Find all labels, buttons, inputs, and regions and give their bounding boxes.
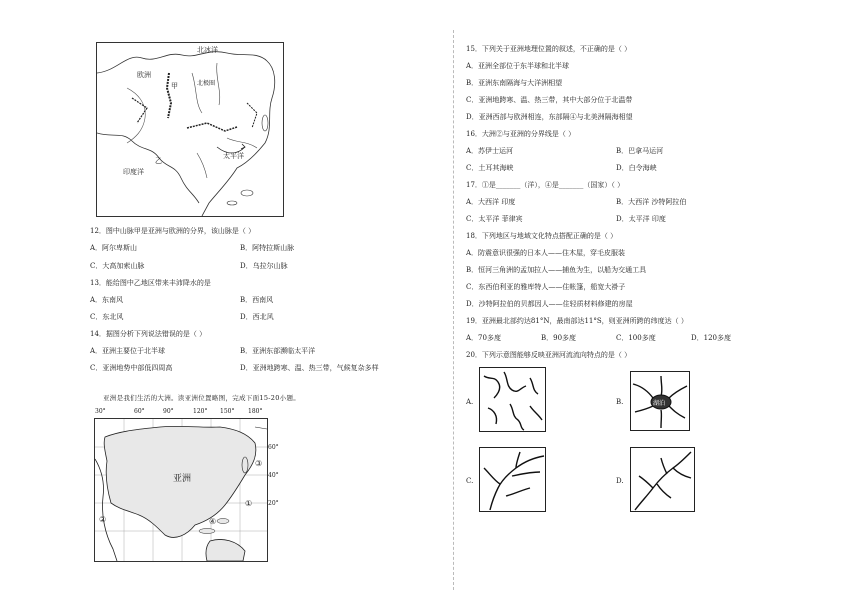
asia-physical-map <box>96 42 284 217</box>
q17-option-b: B．大西洋 沙特阿拉伯 <box>616 198 687 206</box>
q14-option-b: B．亚洲东部濒临太平洋 <box>240 347 316 355</box>
label-circle-2: ② <box>99 515 107 524</box>
river-diagram-a-drawing <box>480 368 545 431</box>
label-asia: 亚洲 <box>173 474 192 484</box>
question-19-stem: 19．亚洲最北部约达81°N，最南部达11°S，则亚洲所跨的纬度达（ ） <box>466 317 688 325</box>
q12-option-d: D．乌拉尔山脉 <box>240 262 288 270</box>
q16-option-c: C．土耳其海峡 <box>466 164 514 172</box>
label-north-circle: 北极圈 <box>197 80 216 87</box>
right-tick-20: 20° <box>268 500 279 507</box>
q19-option-a: A．70多度 <box>466 334 501 342</box>
top-tick-30: 30° <box>95 408 106 415</box>
q13-option-c: C．东北风 <box>90 313 124 321</box>
q15-option-c: C．亚洲地跨寒、温、热三带，其中大部分位于北温带 <box>466 96 633 104</box>
label-indian: 印度洋 <box>123 168 144 176</box>
q20-option-c-label: C. <box>466 477 474 485</box>
q17-option-d: D．太平洋 印度 <box>616 215 666 223</box>
lake-label: 湖泊 <box>653 400 666 407</box>
asia-physical-map-drawing <box>97 43 283 216</box>
right-tick-40: 40° <box>268 472 279 479</box>
river-diagram-c-drawing <box>480 448 545 511</box>
q19-option-b: B．90多度 <box>541 334 577 342</box>
question-18-stem: 18．下列地区与地域文化特点搭配正确的是（ ） <box>466 232 618 240</box>
q18-option-d: D．沙特阿拉伯的贝都因人——住轻质材料修建的房屋 <box>466 300 633 308</box>
label-pacific: 太平洋 <box>223 152 244 160</box>
label-circle-1: ① <box>245 499 253 508</box>
asia-location-map-drawing <box>95 419 267 561</box>
q12-option-a: A．阿尔卑斯山 <box>90 244 138 252</box>
right-tick-60: 60° <box>268 444 279 451</box>
question-17-stem: 17．①是_______（洋），④是_______（国家）（ ） <box>466 181 625 189</box>
q16-option-b: B．巴拿马运河 <box>616 147 664 155</box>
top-tick-60: 60° <box>134 408 145 415</box>
river-diagram-d-drawing <box>631 448 694 511</box>
asia-location-map <box>90 408 284 562</box>
label-jia: 甲 <box>171 82 178 90</box>
q15-option-a: A．亚洲全部位于东半球和北半球 <box>466 62 570 70</box>
river-diagram-b <box>630 371 690 431</box>
q13-option-b: B．西南风 <box>240 296 274 304</box>
label-circle-3: ③ <box>255 459 263 468</box>
q17-option-c: C．太平洋 菲律宾 <box>466 215 523 223</box>
river-diagram-c <box>479 447 546 512</box>
river-diagram-d <box>630 447 695 512</box>
label-europe: 欧洲 <box>137 71 151 79</box>
column-divider <box>453 30 454 590</box>
asia-location-map-frame <box>94 418 268 562</box>
question-20-stem: 20．下列示意图能够反映亚洲河流流向特点的是（ ） <box>466 351 632 359</box>
q14-option-d: D．亚洲地跨寒、温、热三带，气候复杂多样 <box>240 364 379 372</box>
q16-option-a: A．苏伊士运河 <box>466 147 514 155</box>
q12-option-c: C．大高加索山脉 <box>90 262 145 270</box>
label-circle-4: ④ <box>209 517 217 526</box>
top-tick-120: 120° <box>193 408 208 415</box>
map-intro-text: 亚洲是我们生活的大洲。读亚洲位置略图，完成下面15-20小题。 <box>103 394 301 402</box>
q20-option-d-label: D. <box>616 477 624 485</box>
q12-option-b: B．阿特拉斯山脉 <box>240 244 295 252</box>
q13-option-a: A．东南风 <box>90 296 124 304</box>
q17-option-a: A．大西洋 印度 <box>466 198 516 206</box>
label-yi: 乙 <box>155 157 162 165</box>
q16-option-d: D．白令海峡 <box>616 164 657 172</box>
question-13-stem: 13．能给图中乙地区带来丰沛降水的是 <box>90 279 211 287</box>
q18-option-c: C．东西伯利亚的雅库特人——住帐篷，船宽大褂子 <box>466 283 626 291</box>
q14-option-c: C．亚洲地势中部低四周高 <box>90 364 173 372</box>
q13-option-d: D．西北风 <box>240 313 274 321</box>
q18-option-a: A．防震意识很强的日本人——住木屋，穿毛皮服装 <box>466 249 626 257</box>
top-tick-180: 180° <box>248 408 263 415</box>
q15-option-b: B．亚洲东南隔海与大洋洲相望 <box>466 79 563 87</box>
question-15-stem: 15．下列关于亚洲地理位置的叙述，不正确的是（ ） <box>466 45 632 53</box>
q15-option-d: D．亚洲西部与欧洲相连，东部隔④与北美洲隔海相望 <box>466 113 633 121</box>
q19-option-c: C．100多度 <box>616 334 656 342</box>
q19-option-d: D．120多度 <box>691 334 731 342</box>
question-12-stem: 12．图中山脉甲是亚洲与欧洲的分界，该山脉是（ ） <box>90 227 256 235</box>
question-14-stem: 14．据图分析下列说法错误的是（ ） <box>90 330 207 338</box>
label-arctic: 北冰洋 <box>197 46 218 54</box>
q14-option-a: A．亚洲主要位于北半球 <box>90 347 166 355</box>
top-tick-90: 90° <box>163 408 174 415</box>
top-tick-150: 150° <box>220 408 235 415</box>
q20-option-a-label: A. <box>466 398 474 406</box>
q18-option-b: B．恒河三角洲的孟加拉人——捕鱼为生，以船为交通工具 <box>466 266 647 274</box>
q20-option-b-label: B. <box>616 398 624 406</box>
question-16-stem: 16．大洲②与亚洲的分界线是（ ） <box>466 130 576 138</box>
river-diagram-a <box>479 367 546 432</box>
